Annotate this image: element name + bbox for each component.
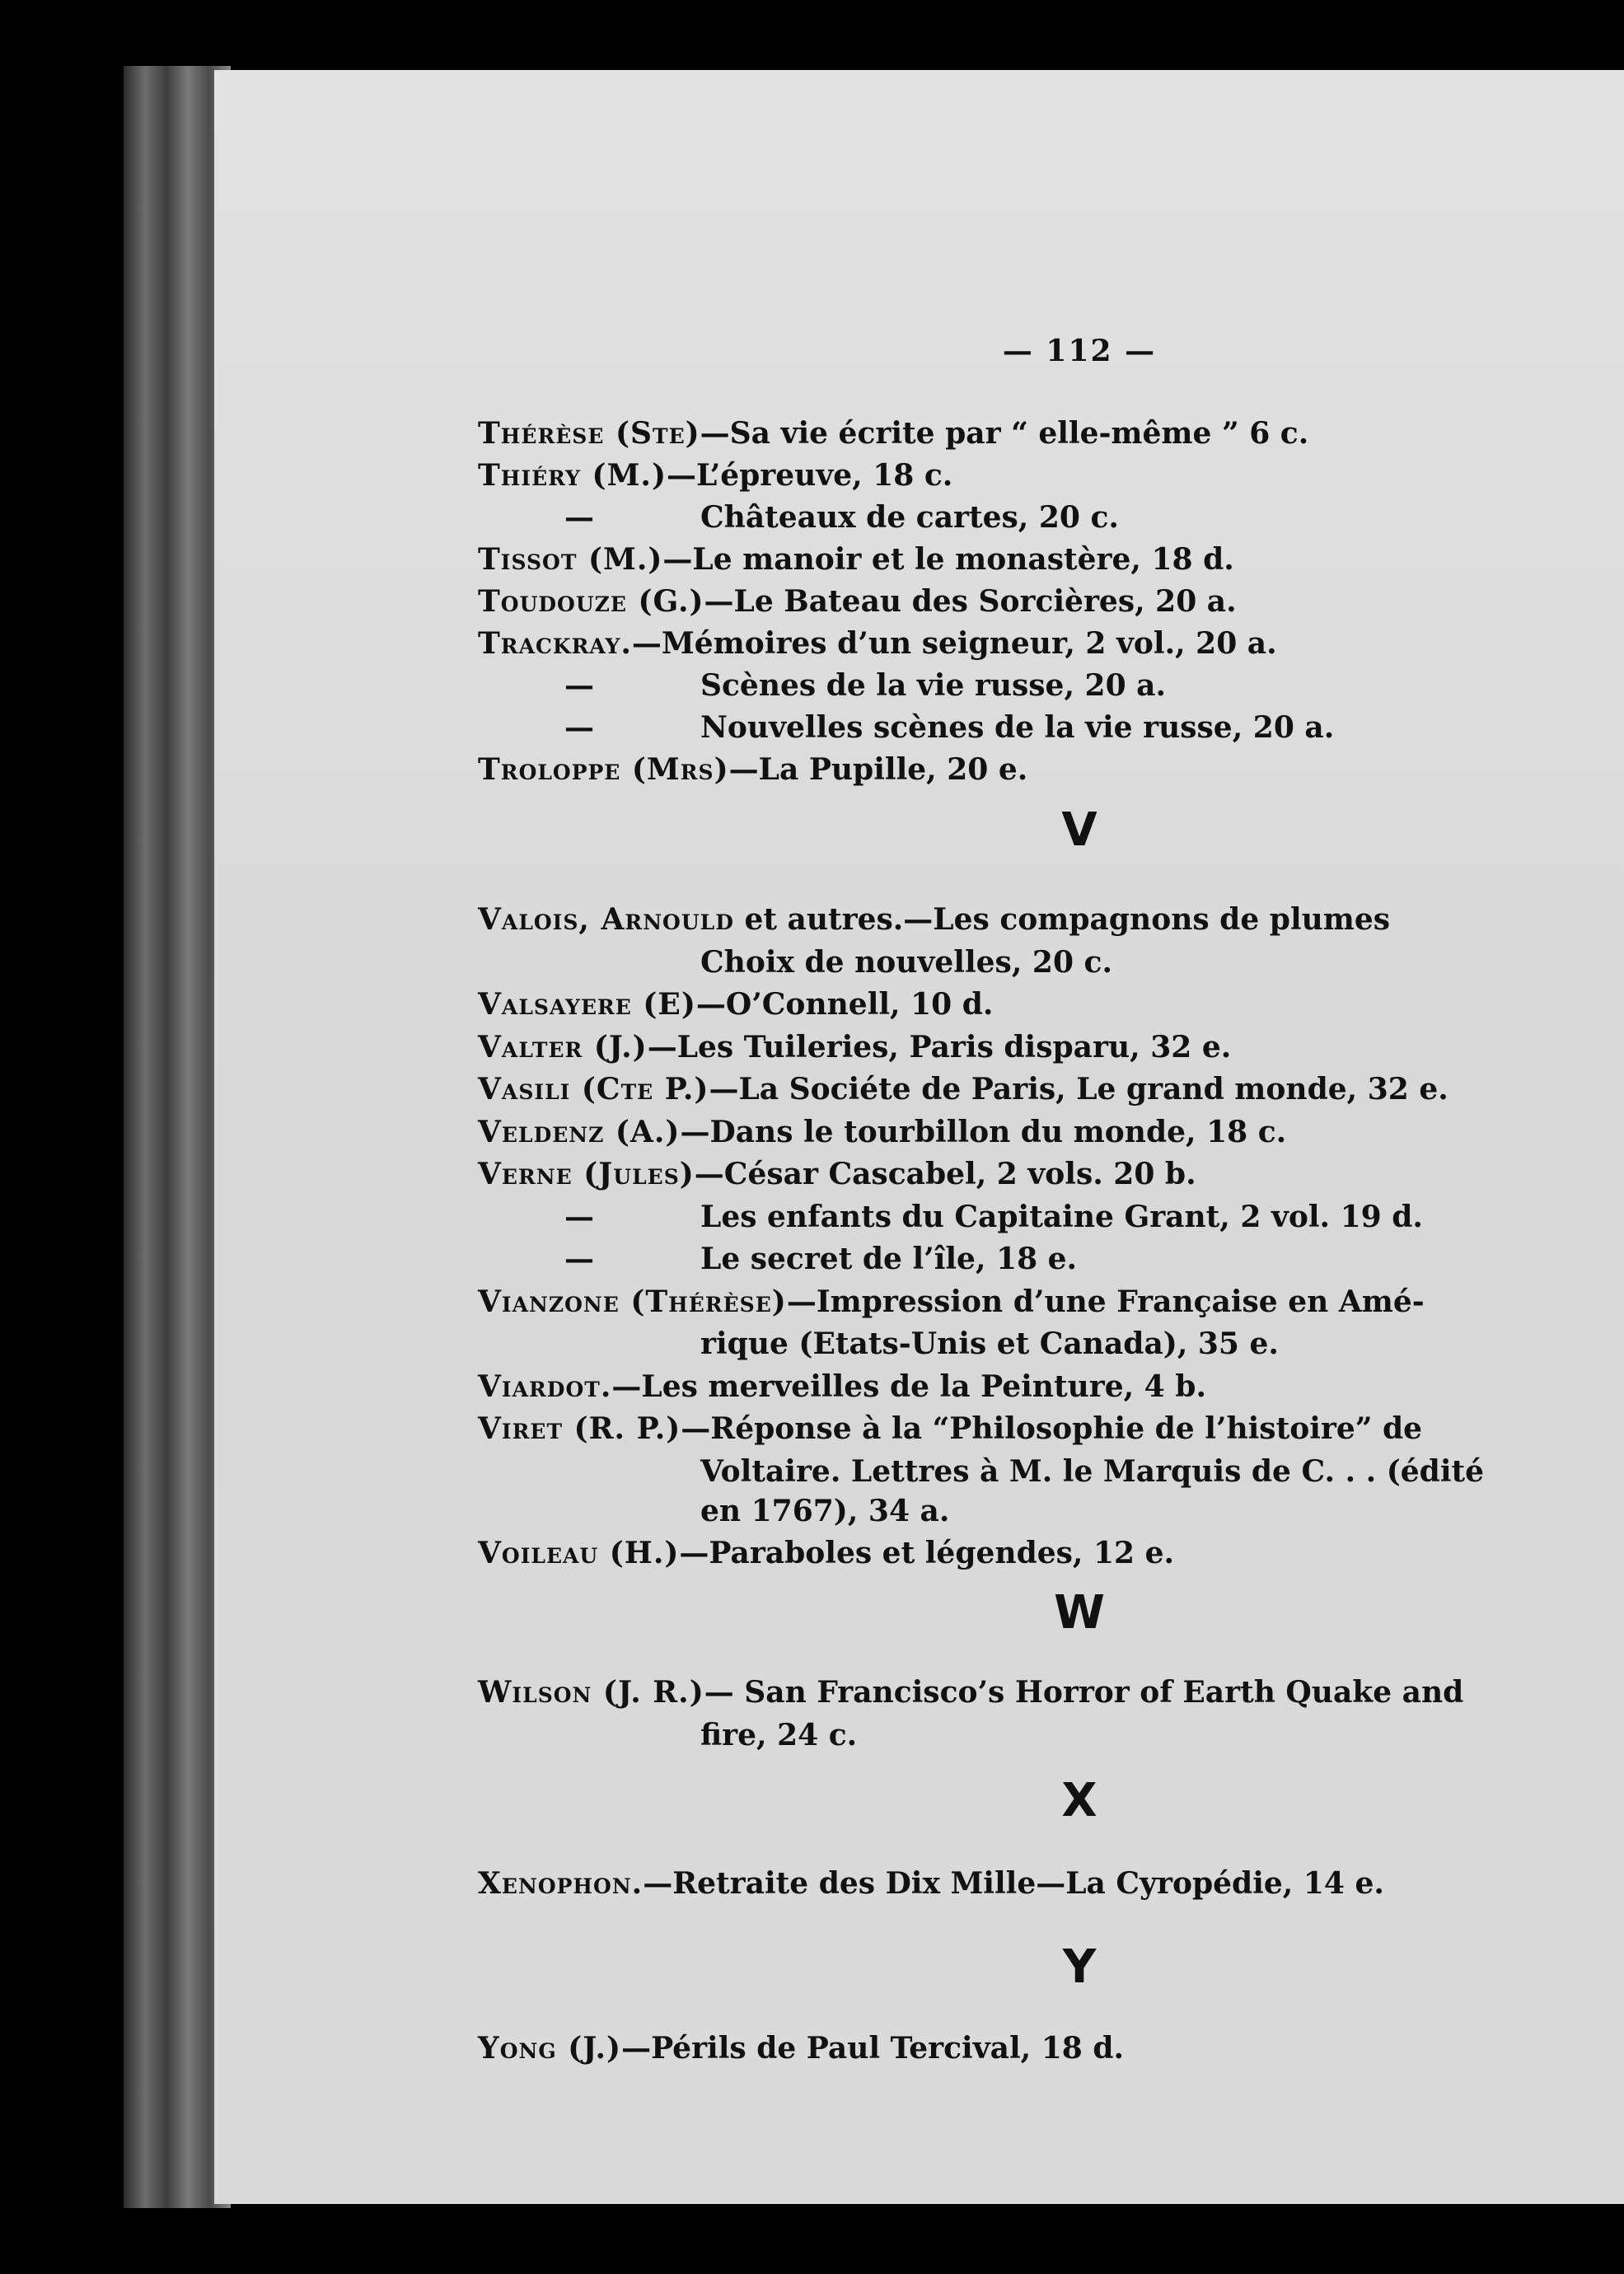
entry-text: —O’Connell, 10 d. bbox=[695, 987, 994, 1022]
continuation-text: fire, 24 c. bbox=[700, 1718, 858, 1752]
entry-text: —Paraboles et légendes, 12 e. bbox=[679, 1536, 1175, 1570]
entry-text: —Dans le tourbillon du monde, 18 c. bbox=[680, 1114, 1287, 1149]
paper-sheet bbox=[214, 70, 1624, 2204]
ditto-dash: — bbox=[564, 500, 594, 535]
author-name: Trackray. bbox=[478, 626, 632, 661]
entry-text: —La Pupille, 20 e. bbox=[728, 752, 1028, 787]
author-name: Toudouze (G.) bbox=[478, 584, 704, 619]
ditto-dash: — bbox=[564, 1199, 594, 1234]
author-name: Valsayere (E) bbox=[478, 987, 696, 1022]
entry-text: —César Cascabel, 2 vols. 20 b. bbox=[694, 1157, 1196, 1191]
continuation-text: Nouvelles scènes de la vie russe, 20 a. bbox=[700, 710, 1335, 745]
entry-text: —Le manoir et le monastère, 18 d. bbox=[662, 542, 1234, 577]
author-name: Verne (Jules) bbox=[478, 1157, 695, 1191]
section-letter-y: Y bbox=[1062, 1940, 1097, 1994]
entry-text: —Retraite des Dix Mille—La Cyropédie, 14 e. bbox=[643, 1866, 1384, 1901]
author-name: Vasili (Cte P.) bbox=[478, 1072, 709, 1107]
section-letter-w: W bbox=[1054, 1586, 1105, 1640]
author-name: Thiéry (M.) bbox=[478, 458, 667, 493]
author-name: Valter (J.) bbox=[478, 1029, 648, 1064]
section-letter-v: V bbox=[1061, 803, 1097, 857]
ditto-dash: — bbox=[564, 1242, 594, 1276]
entry-text: —Le Bateau des Sorcières, 20 a. bbox=[704, 584, 1237, 619]
entry-text: —Mémoires d’un seigneur, 2 vol., 20 a. bbox=[631, 626, 1277, 661]
continuation-text: rique (Etats-Unis et Canada), 35 e. bbox=[700, 1326, 1279, 1361]
entry-text: —Les merveilles de la Peinture, 4 b. bbox=[611, 1369, 1206, 1404]
entry-text: et autres.—Les compagnons de plumes bbox=[733, 902, 1391, 937]
author-name: Voileau (H.) bbox=[478, 1536, 680, 1570]
continuation-text: en 1767), 34 a. bbox=[700, 1493, 950, 1528]
entry-text: —Périls de Paul Tercival, 18 d. bbox=[621, 2031, 1125, 2066]
author-name: Troloppe (Mrs) bbox=[478, 752, 729, 787]
author-name: Vianzone (Thérèse) bbox=[478, 1284, 787, 1319]
author-name: Wilson (J. R.) bbox=[478, 1675, 704, 1710]
author-name: Thérèse (Ste) bbox=[478, 416, 700, 451]
entry-text: —L’épreuve, 18 c. bbox=[667, 458, 953, 493]
author-name: Xenophon. bbox=[478, 1866, 644, 1901]
author-name: Viardot. bbox=[478, 1369, 612, 1404]
entry-text: —Impression d’une Française en Amé- bbox=[786, 1284, 1425, 1319]
entry-text: —Sa vie écrite par “ elle-même ” 6 c. bbox=[700, 416, 1309, 451]
ditto-dash: — bbox=[564, 710, 594, 745]
author-name: Veldenz (A.) bbox=[478, 1114, 681, 1149]
entry-text: — San Francisco’s Horror of Earth Quake and bbox=[704, 1675, 1464, 1710]
continuation-text: Les enfants du Capitaine Grant, 2 vol. 19 d. bbox=[700, 1199, 1423, 1234]
author-name: Yong (J.) bbox=[478, 2031, 622, 2066]
entry-text: —Réponse à la “Philosophie de l’histoire” de bbox=[681, 1411, 1423, 1446]
continuation-text: Le secret de l’île, 18 e. bbox=[700, 1242, 1078, 1276]
author-name: Tissot (M.) bbox=[478, 542, 663, 577]
section-letter-x: X bbox=[1061, 1774, 1097, 1827]
author-name: Viret (R. P.) bbox=[478, 1411, 681, 1446]
continuation-text: Scènes de la vie russe, 20 a. bbox=[700, 668, 1167, 703]
entry-text: —La Sociéte de Paris, Le grand monde, 32 e. bbox=[709, 1072, 1448, 1107]
entry-text: —Les Tuileries, Paris disparu, 32 e. bbox=[647, 1029, 1232, 1064]
ditto-dash: — bbox=[564, 668, 594, 703]
continuation-text: Choix de nouvelles, 20 c. bbox=[700, 944, 1112, 980]
continuation-text: Voltaire. Lettres à M. le Marquis de C. . . (édité bbox=[700, 1453, 1485, 1489]
continuation-text: Châteaux de cartes, 20 c. bbox=[700, 500, 1119, 535]
page-number: — 112 — bbox=[1002, 334, 1157, 368]
author-name: Valois, Arnould bbox=[478, 902, 734, 937]
